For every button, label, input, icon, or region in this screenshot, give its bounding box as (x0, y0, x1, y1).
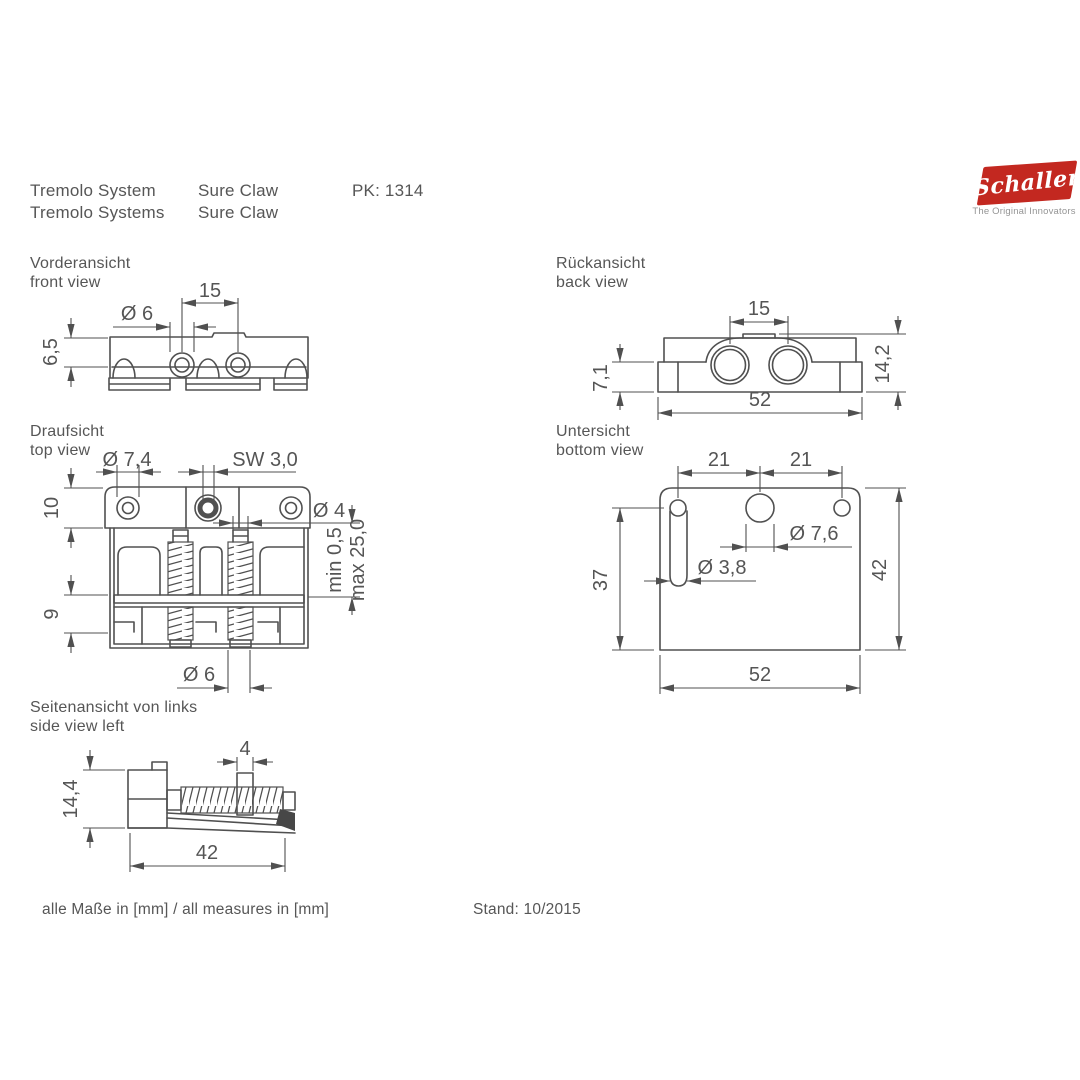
side-view-title-en: side view left (30, 718, 125, 735)
dim-label-bottom-slot-depth: 37 (590, 568, 612, 592)
dim-label-top-adjust-max: max 25,0 (347, 518, 369, 602)
dim-label-front-diameter: Ø 6 (120, 303, 154, 325)
revision-stamp: Stand: 10/2015 (473, 901, 581, 918)
schaller-tagline: The Original Innovators (972, 206, 1076, 217)
side-view-label (30, 698, 197, 736)
dim-label-back-spacing: 15 (747, 298, 771, 320)
dim-label-front-height: 6,5 (40, 338, 62, 366)
model-name-line1: Sure Claw (198, 181, 279, 200)
dim-label-top-spring-dia: Ø 6 (182, 664, 216, 686)
dim-label-top-wrench: SW 3,0 (232, 449, 298, 471)
dim-label-back-step: 7,1 (590, 364, 612, 392)
dim-label-front-spacing: 15 (198, 280, 222, 302)
product-name-line2: Tremolo Systems (30, 203, 165, 222)
dim-label-top-screw-dia: Ø 4 (312, 500, 346, 522)
dim-label-bottom-width: 52 (748, 664, 772, 686)
side-view-title-de: Seitenansicht von links (30, 699, 198, 716)
schaller-brand-text: Schaller (973, 164, 1080, 202)
bottom-view-title-de: Untersicht (556, 423, 631, 440)
front-view-label (30, 254, 130, 292)
front-view-drawing (40, 280, 308, 390)
model-name-line2: Sure Claw (198, 203, 279, 222)
front-view-title-en: front view (30, 274, 101, 291)
front-view-title-de: Vorderansicht (30, 255, 131, 272)
top-view-drawing (41, 449, 369, 693)
schaller-logo-plate (973, 160, 1080, 205)
top-view-label (30, 422, 104, 460)
bottom-view-label (556, 422, 644, 460)
top-view-title-en: top view (30, 442, 91, 459)
dim-label-bottom-slot-width: Ø 3,8 (697, 557, 747, 579)
dim-label-bottom-right-spacing: 21 (789, 449, 813, 471)
dim-label-top-hole-dia: Ø 7,4 (102, 449, 152, 471)
dim-label-bottom-center-hole: Ø 7,6 (789, 523, 839, 545)
back-view-label (556, 254, 645, 292)
bottom-view-drawing (590, 449, 906, 694)
top-view-title-de: Draufsicht (30, 423, 105, 440)
product-name-line1: Tremolo System (30, 181, 156, 200)
dim-label-side-length: 42 (195, 842, 219, 864)
dim-label-bottom-depth: 42 (869, 558, 891, 582)
bottom-view-title-en: bottom view (556, 442, 644, 459)
dim-label-back-height: 14,2 (872, 344, 894, 384)
dim-label-side-height: 14,4 (60, 779, 82, 819)
measures-note: alle Maße in [mm] / all measures in [mm] (42, 901, 330, 918)
dim-label-top-adjust-min: min 0,5 (324, 527, 346, 593)
dim-label-side-hook-width: 4 (239, 738, 251, 760)
dim-label-top-claw-depth: 9 (41, 608, 63, 620)
back-view-title-de: Rückansicht (556, 255, 646, 272)
back-view-title-en: back view (556, 274, 629, 291)
back-view-drawing (590, 298, 906, 420)
dim-label-bottom-left-spacing: 21 (707, 449, 731, 471)
dim-label-back-width: 52 (748, 389, 772, 411)
dim-label-top-plate-depth: 10 (41, 496, 63, 520)
part-number: PK: 1314 (352, 181, 424, 200)
side-view-drawing (60, 738, 295, 872)
schaller-logo (972, 164, 1080, 217)
